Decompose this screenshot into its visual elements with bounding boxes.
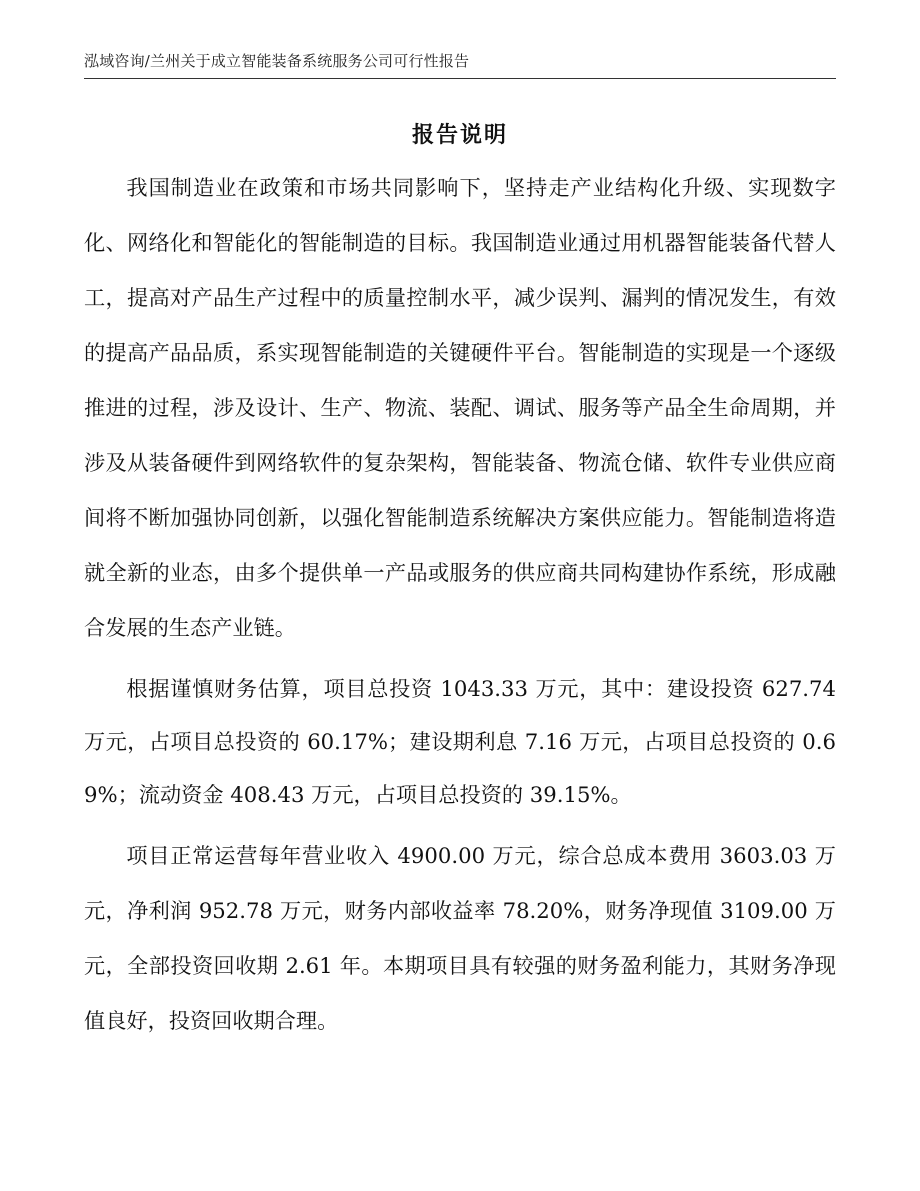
section-title: 报告说明 bbox=[411, 122, 508, 148]
running-header: 泓域咨询/兰州关于成立智能装备系统服务公司可行性报告 bbox=[84, 52, 470, 70]
paragraph-financials: 项目正常运营每年营业收入 4900.00 万元，综合总成本费用 3603.03 万元，净利润 952.78 万元，财务内部收益率 78.20%，财务净现值 3109.00 万元，全部投资回收期 2.61 年。本期项目具有较强的财务盈利能力，其财务净现值良好，投资回收期合理。 bbox=[84, 843, 836, 1033]
report-body bbox=[84, 160, 836, 1048]
paragraph-overview: 我国制造业在政策和市场共同影响下，坚持走产业结构化升级、实现数字化、网络化和智能化的智能制造的目标。我国制造业通过用机器智能装备代替人工，提高对产品生产过程中的质量控制水平，减少误判、漏判的情况发生，有效的提高产品品质，系实现智能制造的关键硬件平台。智能制造的实现是一个逐级推进的过程，涉及设计、生产、物流、装配、调试、服务等产品全生命周期，并涉及从装备硬件到网络软件的复杂架构，智能装备、物流仓储、软件专业供应商间将不断加强协同创新，以强化智能制造系统解决方案供应能力。智能制造将造就全新的业态，由多个提供单一产品或服务的供应商共同构建协作系统，形成融合发展的生态产业链。 bbox=[84, 175, 836, 640]
paragraph-investment: 根据谨慎财务估算，项目总投资 1043.33 万元，其中：建设投资 627.74 万元，占项目总投资的 60.17%；建设期利息 7.16 万元，占项目总投资的 0.69%；流动资金 408.43 万元，占项目总投资的 39.15%。 bbox=[84, 676, 836, 807]
header-divider bbox=[84, 78, 836, 79]
